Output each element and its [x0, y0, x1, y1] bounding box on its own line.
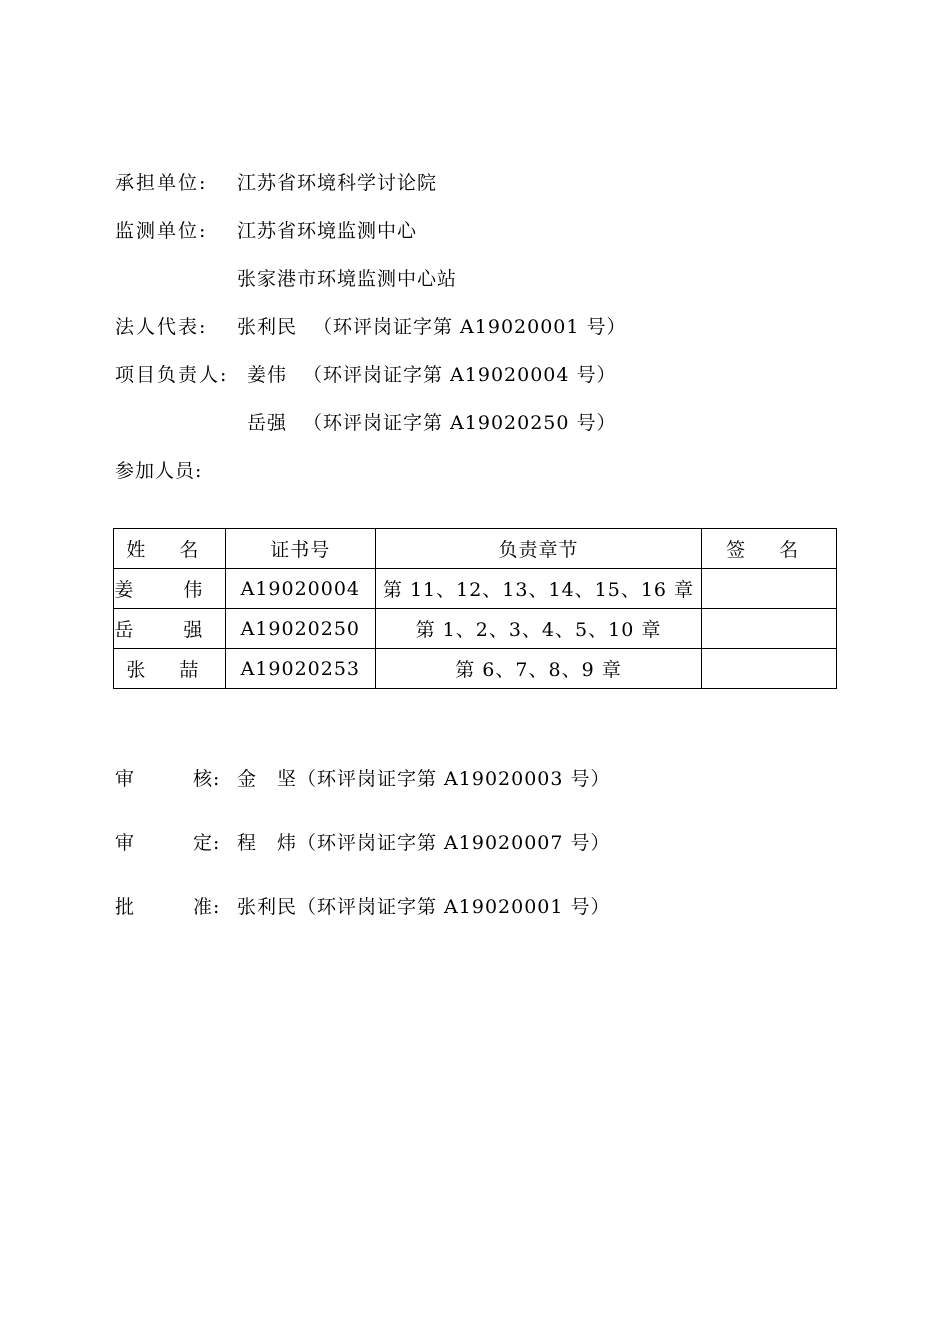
- undertaker-value: 江苏省环境科学讨论院: [237, 172, 438, 194]
- confirm-label: 审 定:: [115, 832, 221, 854]
- approve-value: 张利民（环评岗证字第 A19020001 号）: [237, 896, 611, 918]
- monitor-value-1: 江苏省环境监测中心: [237, 220, 418, 242]
- review-row: [115, 767, 611, 791]
- project-manager-name-2: 岳强: [247, 412, 288, 434]
- cell-sign: [702, 569, 837, 609]
- cell-sign: [702, 649, 837, 689]
- participants-label: 参加人员:: [115, 460, 203, 482]
- cell-name: 姜 伟: [114, 569, 226, 609]
- monitor-value-2: 张家港市环境监测中心站: [237, 268, 458, 290]
- cell-cert: A19020004: [225, 569, 375, 609]
- table-row: [114, 649, 837, 689]
- legal-rep-name: 张利民: [237, 316, 298, 338]
- monitor-row: [115, 219, 417, 243]
- cell-chapters: 第 1、2、3、4、5、10 章: [375, 609, 701, 649]
- confirm-value: 程 炜（环评岗证字第 A19020007 号）: [237, 832, 611, 854]
- monitor-label: 监测单位:: [115, 220, 208, 242]
- review-label: 审 核:: [115, 768, 221, 790]
- project-manager-name-1: 姜伟: [247, 364, 288, 386]
- header-chapters: 负责章节: [375, 529, 701, 569]
- cell-sign: [702, 609, 837, 649]
- project-manager-cert-2: （环评岗证字第 A19020250 号）: [303, 412, 617, 434]
- cell-cert: A19020253: [225, 649, 375, 689]
- header-cert: 证书号: [225, 529, 375, 569]
- table-row: [114, 609, 837, 649]
- project-manager-row: [115, 363, 617, 387]
- cell-chapters: 第 11、12、13、14、15、16 章: [375, 569, 701, 609]
- approve-label: 批 准:: [115, 896, 221, 918]
- legal-rep-row: [115, 315, 627, 339]
- review-value: 金 坚（环评岗证字第 A19020003 号）: [237, 768, 611, 790]
- table-header-row: [114, 529, 837, 569]
- staff-table: [113, 528, 837, 689]
- legal-rep-cert: （环评岗证字第 A19020001 号）: [313, 316, 627, 338]
- cell-name: 岳 强: [114, 609, 226, 649]
- confirm-row: [115, 831, 611, 855]
- approve-row: [115, 895, 611, 919]
- header-sign: 签 名: [702, 529, 837, 569]
- project-manager-row-2: [247, 411, 617, 435]
- cell-name: 张 喆: [114, 649, 226, 689]
- cell-chapters: 第 6、7、8、9 章: [375, 649, 701, 689]
- header-name: 姓 名: [114, 529, 226, 569]
- undertaker-row: [115, 171, 437, 195]
- project-manager-cert-1: （环评岗证字第 A19020004 号）: [303, 364, 617, 386]
- project-manager-label: 项目负责人:: [115, 364, 229, 386]
- legal-rep-label: 法人代表:: [115, 316, 208, 338]
- table-row: [114, 569, 837, 609]
- undertaker-label: 承担单位:: [115, 172, 208, 194]
- cell-cert: A19020250: [225, 609, 375, 649]
